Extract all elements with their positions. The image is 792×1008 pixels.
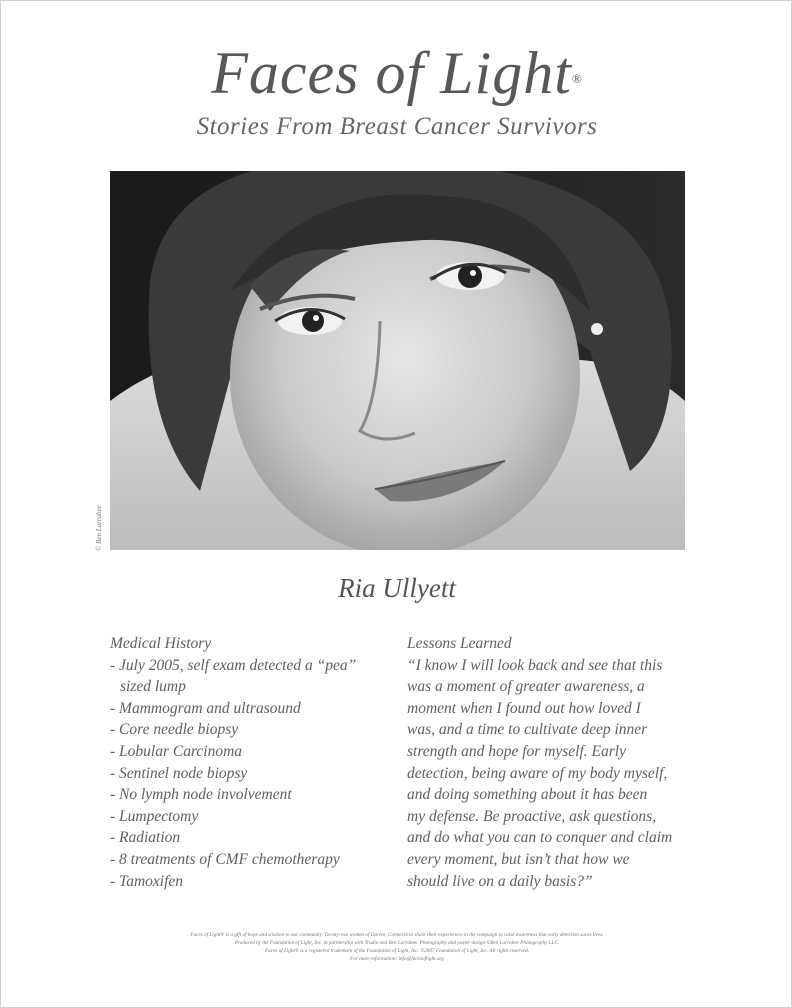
- quote-line: detection, being aware of my body myself,: [407, 764, 668, 782]
- quote-line: and do what you can to conquer and claim: [407, 829, 673, 847]
- history-item: - Mammogram and ultrasound: [110, 699, 301, 717]
- history-item: - Core needle biopsy: [110, 721, 239, 739]
- footer-line: Faces of Light® is a registered trademark of the Foundation of Light, Inc. ©2007 Foundation of Light, Inc. All rights reserved.: [264, 948, 530, 954]
- quote-line: strength and hope for myself. Early: [407, 742, 626, 760]
- quote-line: every moment, but isn’t that how we: [407, 850, 630, 868]
- history-item: - July 2005, self exam detected a “pea” sized lump: [110, 656, 357, 696]
- photo-credit-text: © Ben Larrabee: [95, 505, 103, 551]
- footer-line: Faces of Light® is a gift of hope and wisdom to our community. Twenty-two women of Darien, Connecticut share their experiences in the campaign to raise awareness that early detection saves lives.: [190, 932, 604, 938]
- quote-line: was a moment of greater awareness, a: [407, 678, 645, 696]
- quote-line: was, and a time to cultivate deep inner: [407, 721, 648, 739]
- medical-history-column: [110, 633, 390, 892]
- history-item: - 8 treatments of CMF chemotherapy: [110, 850, 340, 868]
- history-item: - No lymph node involvement: [110, 786, 292, 804]
- poster-title-block: [1, 41, 792, 105]
- portrait-photo: [110, 171, 685, 550]
- history-item: - Sentinel node biopsy: [110, 764, 248, 782]
- quote-line: and doing something about it has been: [407, 786, 648, 804]
- history-item: - Radiation: [110, 829, 181, 847]
- quote-line: should live on a daily basis?”: [407, 872, 593, 890]
- footer-contact[interactable]: For more information: info@facesoflight.org: [350, 956, 444, 962]
- lessons-learned-heading: Lessons Learned: [407, 635, 512, 652]
- lessons-learned-column: [407, 633, 697, 892]
- survivor-name: Ria Ullyett: [338, 573, 456, 603]
- footer-line: Produced by the Foundation of Light, Inc. in partnership with Trudie and Ben Larrabee. Photography and poster design ©Ben Larrabee Photography LLC.: [234, 940, 560, 946]
- photo-credit: [95, 501, 107, 551]
- poster-title: [1, 41, 792, 105]
- quote-line: my defense. Be proactive, ask questions,: [407, 807, 657, 825]
- medical-history-heading: Medical History: [110, 635, 212, 652]
- footer-notes: [1, 931, 792, 963]
- poster-subtitle: Stories From Breast Cancer Survivors: [196, 113, 598, 140]
- portrait-illustration: [110, 171, 685, 550]
- registered-mark: ®: [571, 71, 583, 86]
- history-item: - Lumpectomy: [110, 807, 199, 825]
- quote-line: “I know I will look back and see that this: [407, 656, 663, 674]
- quote-line: moment when I found out how loved I: [407, 699, 641, 717]
- title-text: Faces of Light: [211, 40, 572, 106]
- history-item: - Tamoxifen: [110, 872, 184, 890]
- history-item: - Lobular Carcinoma: [110, 742, 243, 760]
